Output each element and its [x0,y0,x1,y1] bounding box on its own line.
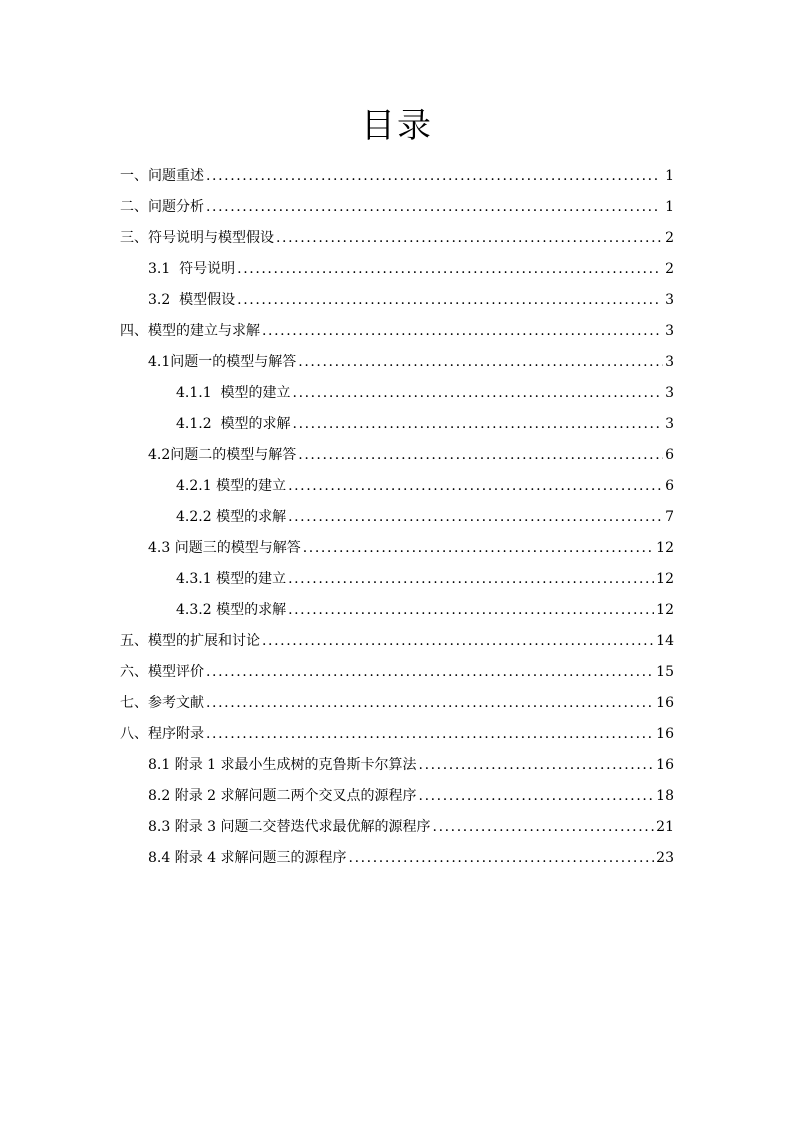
toc-dot-leader [288,595,654,626]
toc-dot-leader [206,657,654,688]
toc-page-number: 23 [656,850,674,866]
toc-entry-number: 4.2.2 [176,509,217,525]
toc-entry-number: 七、 [120,695,148,711]
toc-dot-leader [206,719,654,750]
toc-page-number: 3 [665,292,674,308]
toc-entry[interactable] [0,533,794,564]
toc-dot-leader [206,192,660,223]
toc-entry[interactable] [0,347,794,378]
toc-entry[interactable] [0,471,794,502]
toc-entry[interactable] [0,657,794,688]
toc-entry[interactable] [0,285,794,316]
toc-entry[interactable] [0,843,794,874]
toc-dot-leader [433,812,655,843]
toc-dot-leader [288,471,662,502]
toc-page-number: 3 [665,385,674,401]
toc-page-number: 12 [656,602,674,618]
toc-dot-leader [293,409,663,440]
toc-entry-number: 二、 [120,199,148,215]
toc-entry-label: 模型的建立与求解 [148,323,260,339]
toc-entry-label: 问题分析 [148,199,204,215]
toc-dot-leader [237,285,661,316]
toc-page-number: 12 [656,571,674,587]
toc-entry[interactable] [0,595,794,626]
toc-entry-label: 模型的建立 [216,571,287,587]
toc-page-number: 12 [656,540,674,556]
toc-entry-label: 问题重述 [148,168,204,184]
toc-entry-number: 八、 [120,726,148,742]
toc-entry-number: 一、 [120,168,148,184]
toc-page-number: 7 [665,509,674,525]
toc-entry[interactable] [0,719,794,750]
toc-entry-label: 模型的求解 [216,602,287,618]
table-of-contents [0,161,794,874]
toc-entry[interactable] [0,750,794,781]
toc-page-number: 21 [656,819,674,835]
toc-entry[interactable] [0,161,794,192]
toc-dot-leader [262,626,654,657]
toc-entry-label: 模型的建立 [216,478,287,494]
toc-entry[interactable] [0,409,794,440]
toc-entry-number: 8.1 [148,757,175,773]
toc-entry-label: 模型的求解 [220,416,291,432]
toc-entry-label: 模型的扩展和讨论 [148,633,260,649]
toc-dot-leader [262,316,662,347]
toc-entry[interactable] [0,254,794,285]
toc-page-number: 16 [656,695,674,711]
toc-entry-number: 4.3.2 [176,602,217,618]
toc-entry-number: 8.2 [148,788,175,804]
toc-entry-number: 8.4 [148,850,175,866]
toc-entry[interactable] [0,626,794,657]
toc-entry-label: 模型的求解 [216,509,287,525]
toc-entry-number: 4.1.2 [176,416,221,432]
toc-entry-label: 问题二的模型与解答 [170,447,297,463]
toc-entry[interactable] [0,223,794,254]
toc-entry-number: 三、 [120,230,148,246]
toc-entry[interactable] [0,688,794,719]
toc-page-number: 2 [665,230,674,246]
toc-entry-label: 附录 2 求解问题二两个交叉点的源程序 [174,788,417,804]
toc-page-number: 1 [665,168,674,184]
toc-entry[interactable] [0,378,794,409]
toc-dot-leader [288,502,662,533]
toc-entry-number: 四、 [120,323,148,339]
toc-entry-number: 3.2 [148,292,180,308]
toc-dot-leader [419,750,655,781]
toc-dot-leader [293,378,663,409]
toc-page-number: 2 [665,261,674,277]
toc-dot-leader [349,843,655,874]
toc-entry-number: 4.2.1 [176,478,217,494]
toc-entry-number: 4.3.1 [176,571,217,587]
toc-entry-label: 模型评价 [148,664,204,680]
toc-page-number: 1 [665,199,674,215]
toc-page-number: 15 [656,664,674,680]
toc-entry-label: 符号说明与模型假设 [148,230,274,246]
toc-entry-label: 附录 4 求解问题三的源程序 [174,850,347,866]
toc-page-number: 14 [656,633,674,649]
toc-page-number: 3 [665,323,674,339]
toc-page-number: 16 [656,757,674,773]
toc-entry[interactable] [0,502,794,533]
toc-dot-leader [298,440,662,471]
toc-dot-leader [288,564,654,595]
toc-dot-leader [419,781,655,812]
toc-entry-label: 问题一的模型与解答 [170,354,297,370]
toc-entry-label: 模型假设 [179,292,236,308]
toc-entry-label: 参考文献 [148,695,204,711]
toc-entry-label: 问题三的模型与解答 [174,540,301,556]
toc-page-number: 6 [665,478,674,494]
toc-entry-label: 符号说明 [179,261,236,277]
toc-entry-label: 程序附录 [148,726,204,742]
toc-entry-label: 附录 3 问题二交替迭代求最优解的源程序 [174,819,431,835]
toc-entry[interactable] [0,316,794,347]
toc-page-number: 3 [665,354,674,370]
toc-entry-number: 3.1 [148,261,180,277]
toc-entry-number: 4.1.1 [176,385,221,401]
toc-entry-number: 4.1 [148,354,171,370]
toc-entry-label: 模型的建立 [220,385,291,401]
toc-entry-label: 附录 1 求最小生成树的克鲁斯卡尔算法 [174,757,417,773]
toc-page-number: 3 [665,416,674,432]
toc-entry[interactable] [0,812,794,843]
toc-entry-number: 六、 [120,664,148,680]
toc-entry-number: 8.3 [148,819,175,835]
toc-dot-leader [303,533,654,564]
toc-dot-leader [206,161,660,192]
toc-dot-leader [206,688,654,719]
page-title: 目录 [361,106,433,146]
toc-entry[interactable] [0,564,794,595]
toc-page-number: 16 [656,726,674,742]
toc-entry[interactable] [0,440,794,471]
toc-entry[interactable] [0,192,794,223]
toc-entry-number: 4.2 [148,447,171,463]
toc-entry[interactable] [0,781,794,812]
toc-page-number: 18 [656,788,674,804]
toc-entry-number: 4.3 [148,540,175,556]
toc-page-number: 6 [665,447,674,463]
toc-entry-number: 五、 [120,633,148,649]
toc-dot-leader [298,347,662,378]
toc-dot-leader [237,254,661,285]
toc-dot-leader [276,223,662,254]
